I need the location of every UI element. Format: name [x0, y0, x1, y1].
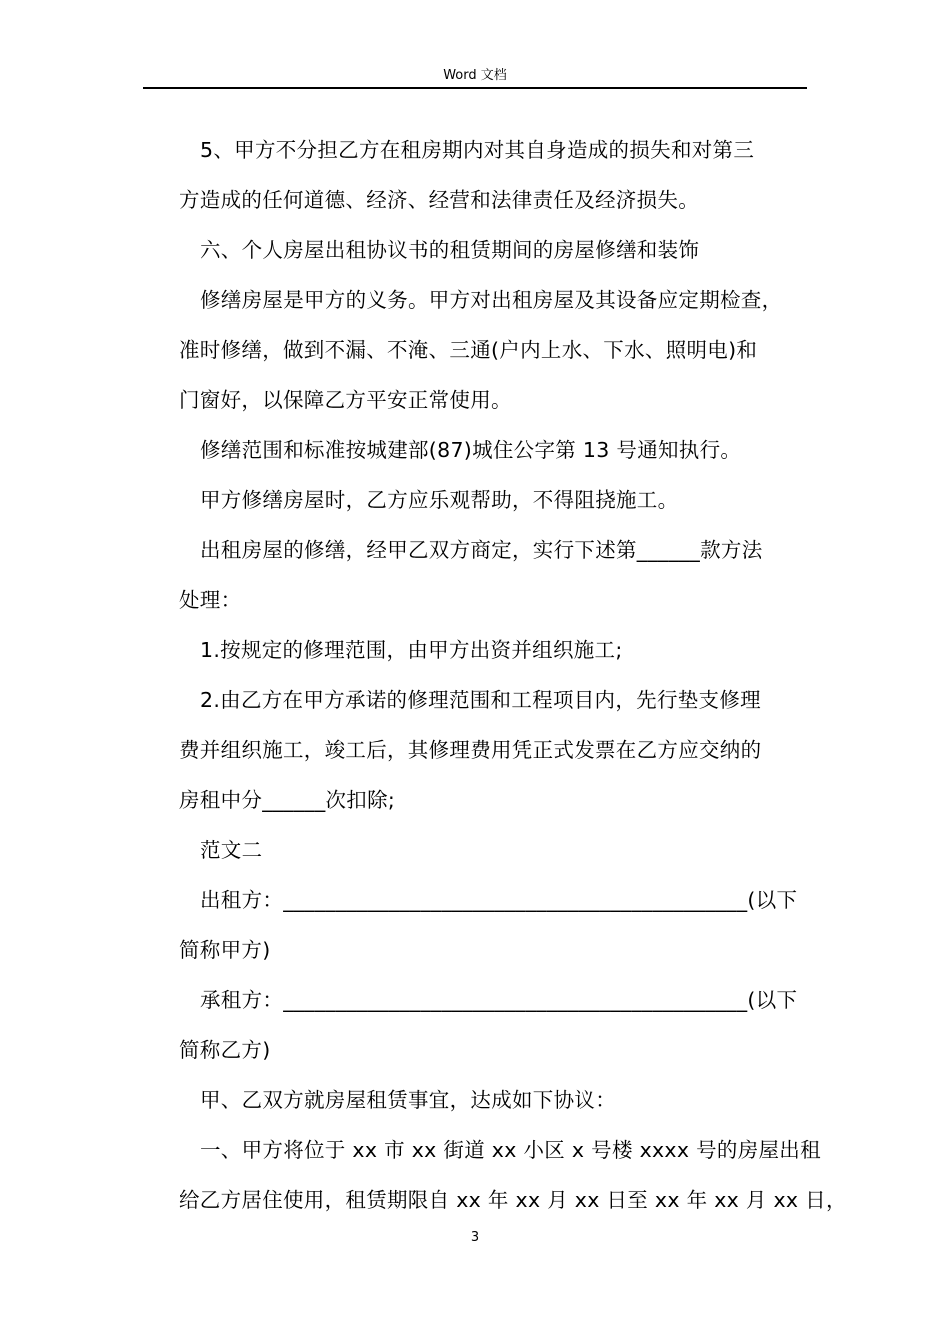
- document-header-title: Word 文档: [443, 68, 507, 83]
- paragraph-line: 2.由乙方在甲方承诺的修理范围和工程项目内，先行垫支修理: [200, 688, 761, 712]
- paragraph-line: 甲方修缮房屋时，乙方应乐观帮助，不得阻挠施工。: [200, 488, 679, 512]
- paragraph-line: 简称甲方): [179, 938, 271, 962]
- paragraph-line: 甲、乙双方就房屋租赁事宜，达成如下协议：: [200, 1088, 616, 1112]
- paragraph-line: 处理：: [179, 588, 242, 612]
- paragraph-line: 简称乙方): [179, 1038, 271, 1062]
- paragraph-line: 方造成的任何道德、经济、经营和法律责任及经济损失。: [179, 188, 699, 212]
- paragraph-line: 给乙方居住使用，租赁期限自 xx 年 xx 月 xx 日至 xx 年 xx 月 xx 日，: [179, 1188, 847, 1212]
- paragraph-line: 范文二: [200, 838, 263, 862]
- paragraph-line: 门窗好，以保障乙方平安正常使用。: [179, 388, 512, 412]
- paragraph-line: 5、甲方不分担乙方在租房期内对其自身造成的损失和对第三: [200, 138, 755, 162]
- paragraph-line: 房租中分______次扣除;: [179, 788, 396, 812]
- header-divider: [143, 87, 807, 89]
- paragraph-line: 六、个人房屋出租协议书的租赁期间的房屋修缮和装饰: [200, 238, 700, 262]
- document-body: [179, 125, 847, 1225]
- paragraph-line: 1.按规定的修理范围，由甲方出资并组织施工;: [200, 638, 623, 662]
- page-number: 3: [470, 1230, 480, 1245]
- paragraph-line: 出租房屋的修缮，经甲乙双方商定，实行下述第______款方法: [200, 538, 763, 562]
- paragraph-line: 承租方：____________________________________________(以下: [200, 988, 798, 1012]
- paragraph-line: 准时修缮，做到不漏、不淹、三通(户内上水、下水、照明电)和: [179, 338, 758, 362]
- paragraph-line: 出租方：____________________________________________(以下: [200, 888, 798, 912]
- paragraph-line: 修缮范围和标准按城建部(87)城住公字第 13 号通知执行。: [200, 438, 742, 462]
- paragraph-line: 一、甲方将位于 xx 市 xx 街道 xx 小区 x 号楼 xxxx 号的房屋出租: [200, 1138, 821, 1162]
- paragraph-line: 修缮房屋是甲方的义务。甲方对出租房屋及其设备应定期检查，: [200, 288, 783, 312]
- paragraph-line: 费并组织施工，竣工后，其修理费用凭正式发票在乙方应交纳的: [179, 738, 762, 762]
